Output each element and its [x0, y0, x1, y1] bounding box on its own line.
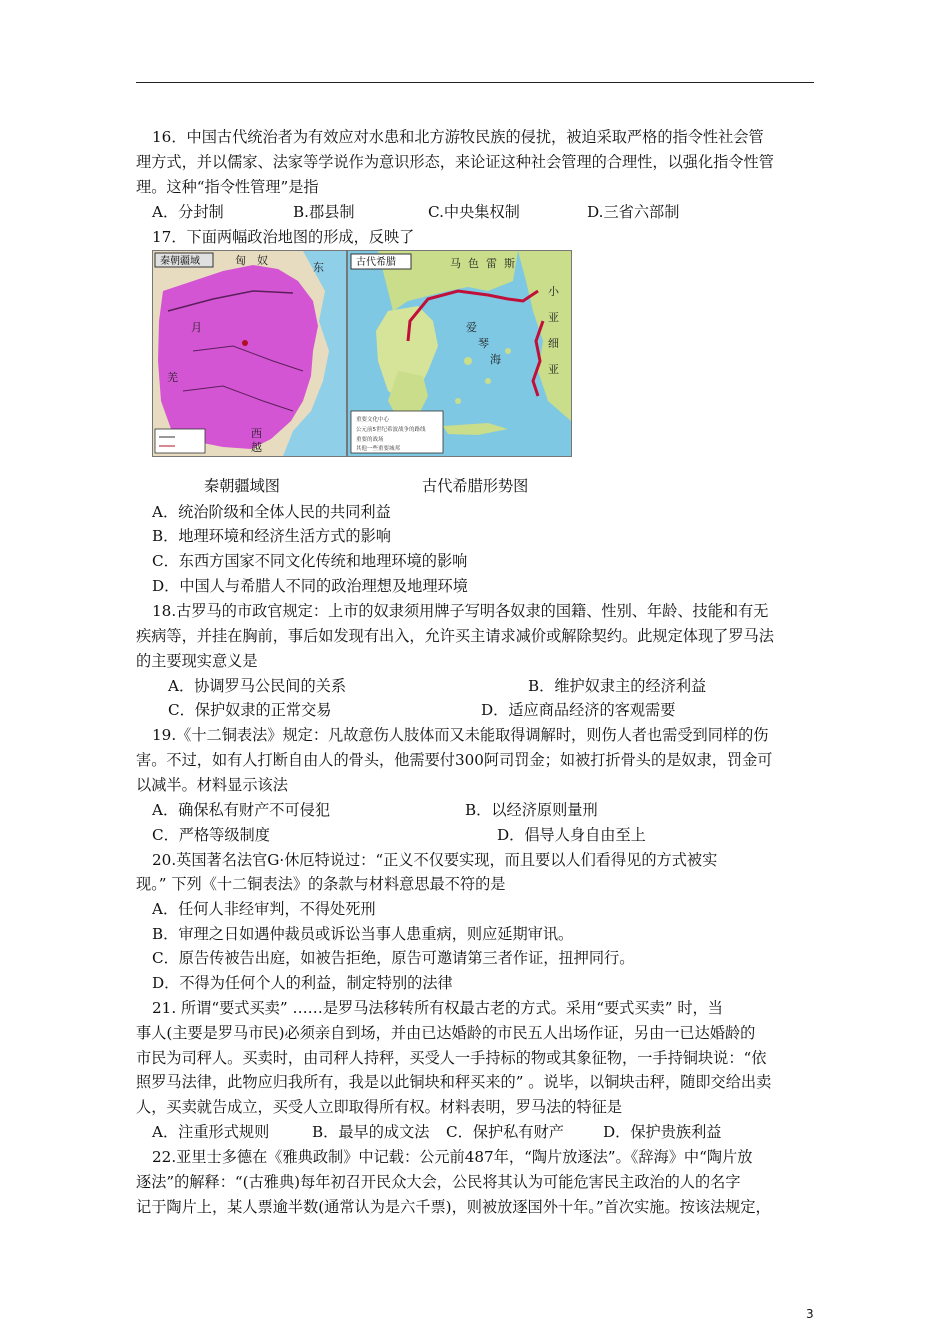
q19-option-d: D．倡导人身自由至上: [497, 826, 646, 844]
qin-map-label-1: 匈: [235, 254, 246, 267]
q17-option-d: D．中国人与希腊人不同的政治理想及地理环境: [152, 577, 468, 595]
q22-line-2: 逐法”的解释：“(古雅典)每年初召开民众大会，公民将其认为可能危害民主政治的人的名字: [136, 1173, 741, 1191]
q18-line-2: 疾病等，并挂在胸前，事后如发现有出入，允许买主请求减价或解除契约。此规定体现了罗马法: [136, 627, 774, 645]
q19-line-1: 19.《十二铜表法》规定：凡故意伤人肢体而又未能取得调解时，则伤人者也需受到同样的伤: [152, 726, 769, 744]
q21-option-a: A．注重形式规则: [152, 1123, 270, 1141]
greece-map-label-9: 亚: [548, 311, 559, 324]
q17-option-b: B．地理环境和经济生活方式的影响: [152, 527, 391, 545]
q19-option-c: C．严格等级制度: [152, 826, 270, 844]
q21-option-c: C．保护私有财产: [446, 1123, 564, 1141]
greece-map-label-2: 色: [468, 257, 479, 270]
header-rule: [136, 82, 814, 83]
greece-legend-3: 重要的战场: [356, 437, 384, 443]
qin-map-caption: 秦朝疆域图: [204, 477, 280, 495]
greece-map-label-7: 海: [490, 353, 501, 366]
greece-map-label-3: 雷: [486, 257, 497, 270]
q21-line-3: 市民为司秤人。买卖时，由司秤人持秤，买受人一手持标的物或其象征物，一手持铜块说：“依: [136, 1049, 767, 1067]
q21-option-b: B．最早的成文法: [312, 1123, 430, 1141]
q16-line-1: 16．中国古代统治者为有效应对水患和北方游牧民族的侵扰，被迫采取严格的指令性社会管: [152, 128, 764, 146]
qin-map-label-4: 东: [313, 261, 324, 274]
q21-line-5: 人，买卖就告成立，买受人立即取得所有权。材料表明，罗马法的特征是: [136, 1098, 622, 1116]
q16-option-a: A．分封制: [152, 203, 224, 221]
qin-map-title: 秦朝疆域: [160, 256, 200, 267]
greece-map-label-11: 亚: [548, 363, 559, 376]
qin-map-label-5: 羌: [167, 371, 178, 384]
q20-option-a: A．任何人非经审判，不得处死刑: [152, 900, 376, 918]
qin-map-label-7: 越: [251, 441, 262, 454]
q16-option-d: D.三省六部制: [587, 203, 680, 221]
q17-stem: 17．下面两幅政治地图的形成，反映了: [152, 228, 415, 246]
q18-option-a: A．协调罗马公民间的关系: [168, 677, 347, 695]
q16-option-b: B.郡县制: [293, 203, 355, 221]
q20-option-b: B．审理之日如遇仲裁员或诉讼当事人患重病，则应延期审讯。: [152, 925, 574, 943]
greece-legend-4: 其他一些重要城邦: [356, 446, 401, 452]
q17-option-a: A．统治阶级和全体人民的共同利益: [152, 503, 391, 521]
greece-legend-1: 重要文化中心: [356, 417, 390, 423]
q16-line-2: 理方式，并以儒家、法家等学说作为意识形态，来论证这种社会管理的合理性，以强化指令性管: [136, 153, 774, 171]
q18-line-1: 18.古罗马的市政官规定：上市的奴隶须用牌子写明各奴隶的国籍、性别、年龄、技能和有无: [152, 602, 769, 620]
q19-option-b: B．以经济原则量刑: [465, 801, 598, 819]
q20-line-1: 20.英国著名法官G·休厄特说过：“正义不仅要实现，而且要以人们看得见的方式被实: [152, 851, 718, 869]
greece-map-label-4: 斯: [504, 257, 515, 270]
q20-option-c: C．原告传被告出庭，如被告拒绝，原告可邀请第三者作证，扭押同行。: [152, 949, 635, 967]
qin-map-label-6: 西: [251, 427, 262, 440]
greece-map-label-5: 爱: [466, 321, 477, 334]
q21-line-2: 事人(主要是罗马市民)必须亲自到场，并由已达婚龄的市民五人出场作证，另由一已达婚龄的: [136, 1024, 756, 1042]
greece-map-label-10: 细: [548, 337, 559, 350]
greece-legend-2: 公元前5世纪希波战争的路线: [356, 427, 426, 433]
q16-line-3: 理。这种“指令性管理”是指: [136, 178, 319, 196]
greece-map-label-1: 马: [450, 257, 461, 270]
greece-map-label-8: 小: [548, 285, 559, 298]
q21-option-d: D．保护贵族利益: [603, 1123, 722, 1141]
greece-map-title: 古代希腊: [356, 257, 396, 268]
q19-line-3: 以减半。材料显示该法: [136, 776, 288, 794]
qin-dynasty-map: [152, 250, 347, 457]
greece-map-caption: 古代希腊形势图: [422, 477, 529, 495]
qin-map-label-2: 奴: [257, 254, 268, 267]
q17-option-c: C．东西方国家不同文化传统和地理环境的影响: [152, 552, 468, 570]
ancient-greece-map: [347, 250, 572, 457]
q21-line-1: 21. 所谓“要式买卖” ……是罗马法移转所有权最古老的方式。采用“要式买卖” 时，当: [152, 999, 723, 1017]
q19-option-a: A．确保私有财产不可侵犯: [152, 801, 331, 819]
q16-option-c: C.中央集权制: [428, 203, 520, 221]
q22-line-3: 记于陶片上，某人票逾半数(通常认为是六千票)，则被放逐国外十年。”首次实施。按该法规定，: [136, 1198, 771, 1216]
q20-line-2: 现。” 下列《十二铜表法》的条款与材料意思最不符的是: [136, 875, 506, 893]
greece-map-label-6: 琴: [478, 337, 489, 350]
q22-line-1: 22.亚里士多德在《雅典政制》中记载：公元前487年，“陶片放逐法”。《辞海》中“陶片放: [152, 1148, 753, 1166]
q18-line-3: 的主要现实意义是: [136, 652, 258, 670]
q21-line-4: 照罗马法律，此物应归我所有，我是以此铜块和秤买来的” 。说毕，以铜块击秤，随即交给出卖: [136, 1073, 772, 1091]
qin-map-label-3: 月: [191, 321, 202, 334]
q18-option-d: D．适应商品经济的客观需要: [481, 701, 676, 719]
q18-option-c: C．保护奴隶的正常交易: [168, 701, 332, 719]
q18-option-b: B．维护奴隶主的经济利益: [528, 677, 707, 695]
page-number: 3: [806, 1307, 814, 1321]
q19-line-2: 害。不过，如有人打断自由人的骨头，他需要付300阿司罚金；如被打折骨头的是奴隶，罚金可: [136, 751, 773, 769]
q20-option-d: D．不得为任何个人的利益，制定特别的法律: [152, 974, 453, 992]
